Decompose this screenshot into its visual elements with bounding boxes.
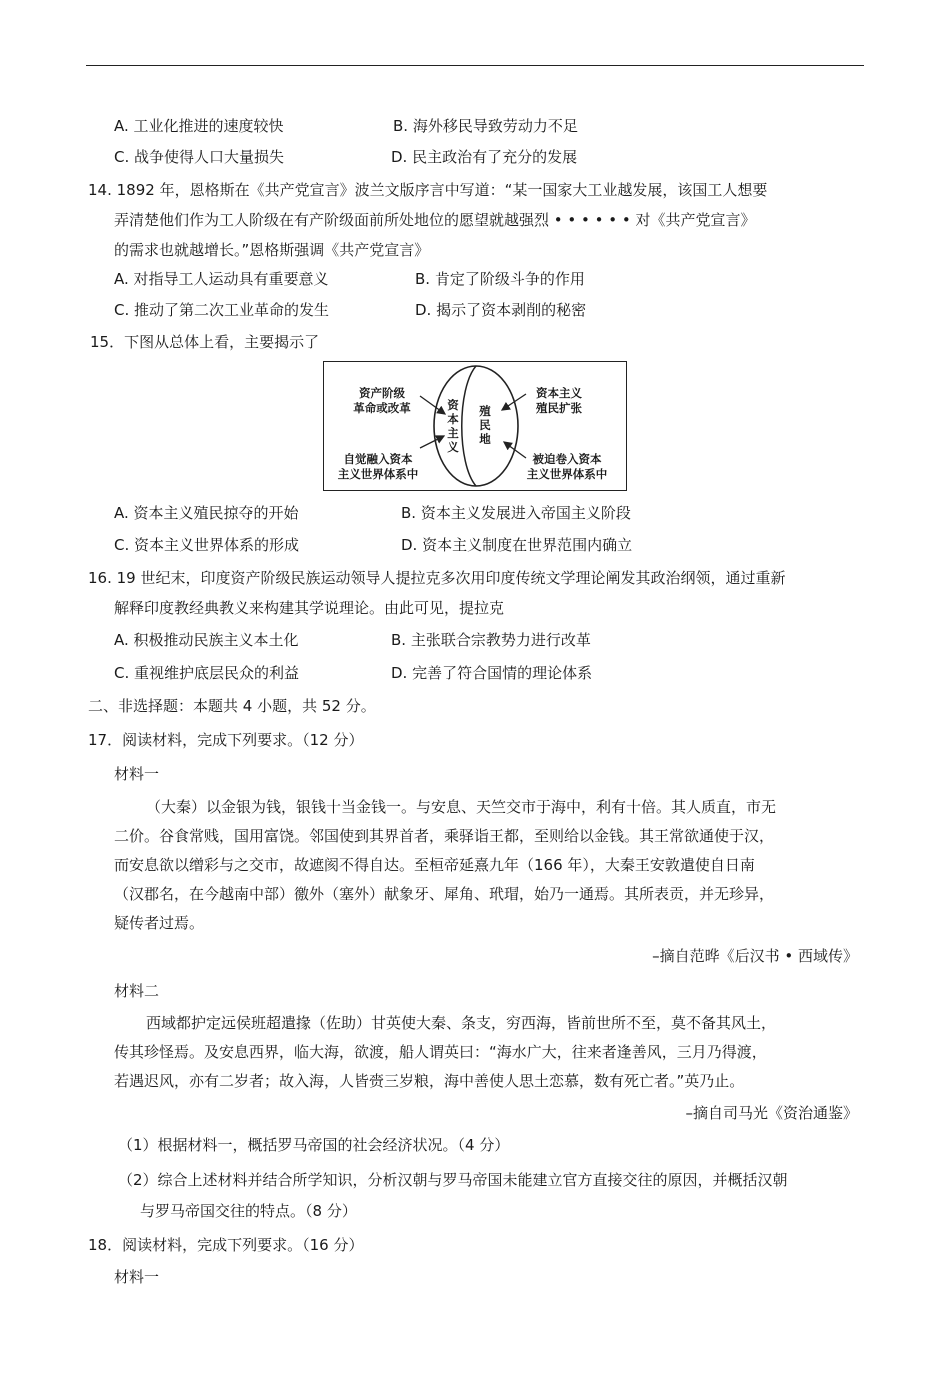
q13-option-b: B. 海外移民导致劳动力不足 bbox=[393, 117, 578, 135]
q14-option-a: A. 对指导工人运动具有重要意义 bbox=[114, 270, 329, 288]
q16-option-d: D. 完善了符合国情的理论体系 bbox=[391, 664, 593, 682]
q18-material-1-title: 材料一 bbox=[114, 1268, 160, 1286]
q16-stem-line2: 解释印度教经典教义来构建其学说理论。由此可见，提拉克 bbox=[114, 599, 505, 617]
q14-option-b: B. 肯定了阶级斗争的作用 bbox=[415, 270, 585, 288]
label-forced-integration-line1: 被迫卷入资本 bbox=[532, 452, 602, 466]
header-rule bbox=[86, 65, 864, 66]
label-bourgeois-revolution bbox=[342, 386, 422, 416]
q17-material-1-line: （汉郡名，在今越南中部）徼外（塞外）献象牙、犀角、玳瑁，始乃一通焉。其所表贡，并无珍异， bbox=[114, 885, 775, 903]
q17-material-1-line: 而安息欲以缯彩与之交市，故遮阂不得自达。至桓帝延熹九年（166 年），大秦王安敦遣使自日南 bbox=[114, 856, 755, 874]
q17-material-1-source: –摘自范晔《后汉书 • 西域传》 bbox=[652, 947, 858, 965]
q16-option-c: C. 重视维护底层民众的利益 bbox=[114, 664, 300, 682]
label-voluntary-integration bbox=[326, 452, 430, 482]
label-voluntary-integration-line2: 主义世界体系中 bbox=[337, 467, 419, 481]
label-forced-integration-line2: 主义世界体系中 bbox=[526, 467, 608, 481]
q17-material-2-line: 传其珍怪焉。及安息西界，临大海，欲渡，船人谓英曰：“海水广大，往来者逢善风，三月乃得渡， bbox=[114, 1043, 767, 1061]
q14-option-c: C. 推动了第二次工业革命的发生 bbox=[114, 301, 330, 319]
q15-option-c: C. 资本主义世界体系的形成 bbox=[114, 536, 300, 554]
q17-material-1-line: 疑传者过焉。 bbox=[114, 914, 205, 932]
q14-stem-line2: 弄清楚他们作为工人阶级在有产阶级面前所处地位的愿望就越强烈 • • • • • • 对《共产党宣言》 bbox=[114, 211, 756, 229]
label-bourgeois-revolution-line2: 革命或改革 bbox=[353, 401, 411, 415]
label-capitalism-vertical: 资本主义 bbox=[447, 398, 459, 454]
label-colony-vertical: 殖民地 bbox=[479, 404, 491, 446]
q16-stem-line1: 16. 19 世纪末，印度资产阶级民族运动领导人提拉克多次用印度传统文学理论阐发其政治纲领，通过重新 bbox=[88, 569, 786, 587]
arrow-bottom-left bbox=[420, 436, 444, 448]
q14-stem-line1: 14. 1892 年，恩格斯在《共产党宣言》波兰文版序言中写道：“某一国家大工业越发展，该国工人想要 bbox=[88, 181, 768, 199]
q14-option-d: D. 揭示了资本剥削的秘密 bbox=[415, 301, 587, 319]
section-2-heading: 二、非选择题：本题共 4 小题，共 52 分。 bbox=[88, 697, 376, 715]
q13-option-a: A. 工业化推进的速度较快 bbox=[114, 117, 284, 135]
q17-sub-question-2-line1: （2）综合上述材料并结合所学知识，分析汉朝与罗马帝国未能建立官方直接交往的原因，并概括汉朝 bbox=[118, 1171, 788, 1189]
q15-option-b: B. 资本主义发展进入帝国主义阶段 bbox=[401, 504, 631, 522]
label-colonial-expansion-line1: 资本主义 bbox=[536, 386, 582, 400]
arrow-top-right bbox=[502, 394, 526, 410]
q16-option-a: A. 积极推动民族主义本土化 bbox=[114, 631, 299, 649]
label-colonial-expansion bbox=[524, 386, 594, 416]
q15-option-a: A. 资本主义殖民掠夺的开始 bbox=[114, 504, 299, 522]
q17-material-2-source: –摘自司马光《资治通鉴》 bbox=[685, 1104, 858, 1122]
label-bourgeois-revolution-line1: 资产阶级 bbox=[359, 386, 405, 400]
q17-material-1-line: （大秦）以金银为钱，银钱十当金钱一。与安息、天竺交市于海中，利有十倍。其人质直，市无 bbox=[146, 798, 777, 816]
q13-option-d: D. 民主政治有了充分的发展 bbox=[391, 148, 578, 166]
q13-option-c: C. 战争使得人口大量损失 bbox=[114, 148, 285, 166]
q17-sub-question-1: （1）根据材料一，概括罗马帝国的社会经济状况。（4 分） bbox=[118, 1136, 510, 1154]
label-voluntary-integration-line1: 自觉融入资本 bbox=[343, 452, 413, 466]
q17-material-1-line: 二价。谷食常贱，国用富饶。邻国使到其界首者，乘驿诣王都，至则给以金钱。其王常欲通使于汉， bbox=[114, 827, 775, 845]
q14-stem-line3: 的需求也就越增长。”恩格斯强调《共产党宣言》 bbox=[114, 241, 430, 259]
q17-stem: 17．阅读材料，完成下列要求。（12 分） bbox=[88, 731, 364, 749]
label-forced-integration bbox=[514, 452, 620, 482]
ellipse-divider bbox=[462, 366, 476, 486]
q16-option-b: B. 主张联合宗教势力进行改革 bbox=[391, 631, 591, 649]
q17-material-2-line: 若遇迟风，亦有二岁者；故入海，人皆赍三岁粮，海中善使人思土恋慕，数有死亡者。”英乃止。 bbox=[114, 1072, 745, 1090]
arrow-top-left bbox=[420, 396, 445, 414]
label-colonial-expansion-line2: 殖民扩张 bbox=[536, 401, 582, 415]
q17-material-2-line: 西域都护定远侯班超遣掾（佐助）甘英使大秦、条支，穷西海，皆前世所不至，莫不备其风土， bbox=[146, 1014, 777, 1032]
q15-stem: 15．下图从总体上看，主要揭示了 bbox=[90, 333, 320, 351]
q15-diagram bbox=[323, 361, 627, 491]
q15-option-d: D. 资本主义制度在世界范围内确立 bbox=[401, 536, 633, 554]
q17-material-1-title: 材料一 bbox=[114, 765, 160, 783]
q17-material-2-title: 材料二 bbox=[114, 982, 160, 1000]
q18-stem: 18．阅读材料，完成下列要求。（16 分） bbox=[88, 1236, 364, 1254]
q17-sub-question-2-line2: 与罗马帝国交往的特点。（8 分） bbox=[140, 1202, 357, 1220]
